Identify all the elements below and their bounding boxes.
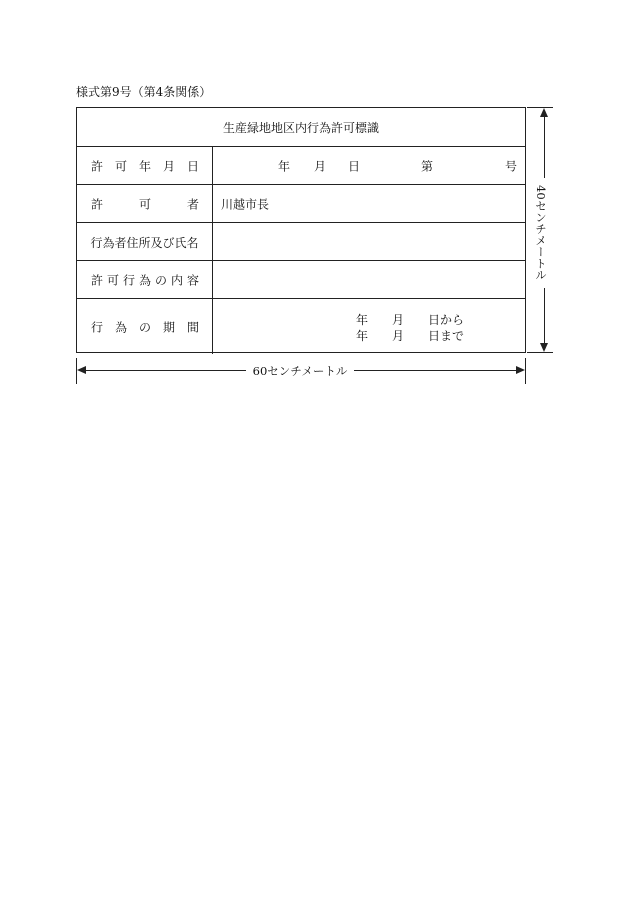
value-part: 日まで [428,329,465,343]
row-label [77,185,213,223]
label-char: 為 [115,320,128,334]
value-part: 日 [348,159,361,174]
table-row-content [77,260,525,299]
value-part: 月 [392,313,405,327]
label-char: 可 [115,159,128,174]
row-value [214,223,525,261]
label-char: の [139,320,152,334]
label-char: 許 [91,273,104,288]
table-row-permit-date [77,146,525,185]
value-part: 年 [278,159,291,174]
row-value [214,185,525,223]
row-label [77,261,213,299]
label-char: 容 [187,273,200,288]
label-char: 行 [123,273,136,288]
value-part: 第 [421,159,434,174]
label-char: 年 [139,159,152,174]
label-char: 期 [163,320,176,334]
row-label [77,299,213,354]
value-part: 年 [356,313,369,327]
permit-holder-value: 川越市長 [221,197,270,212]
label-char: 間 [187,320,200,334]
value-part: 月 [392,329,405,343]
row-value [214,147,525,185]
label-char: の [155,273,168,288]
row-label [77,147,213,185]
table-row-period [77,298,525,354]
label-char: 行 [91,320,104,334]
arrow-down-icon [540,343,548,352]
label-char: 許 [91,159,104,174]
arrow-up-icon [540,108,548,117]
arrow-right-icon [516,366,525,374]
row-value [214,299,525,354]
width-label: 60センチメートル [246,363,354,379]
form-number: 様式第9号（第4条関係） [76,85,212,99]
height-label: 40センチメートル [531,178,551,288]
table-row-actor [77,222,525,261]
table-title: 生産緑地地区内行為許可標識 [222,120,379,135]
table-row-permit-holder [77,184,525,223]
label-char: 可 [139,197,152,212]
label-char: 日 [187,159,200,174]
sign-table [76,107,526,353]
label-char: 月 [163,159,176,174]
value-part: 日から [428,313,465,327]
label-char: 許 [91,197,104,212]
row-label: 行為者住所及び氏名 [77,223,213,261]
value-part: 年 [356,329,369,343]
label-char: 内 [171,273,184,288]
value-part: 号 [505,159,518,174]
row-value [214,261,525,299]
value-part: 月 [314,159,327,174]
label-char: 可 [107,273,120,288]
label-char: 為 [139,273,152,288]
arrow-left-icon [77,366,86,374]
label-char: 者 [187,197,200,212]
